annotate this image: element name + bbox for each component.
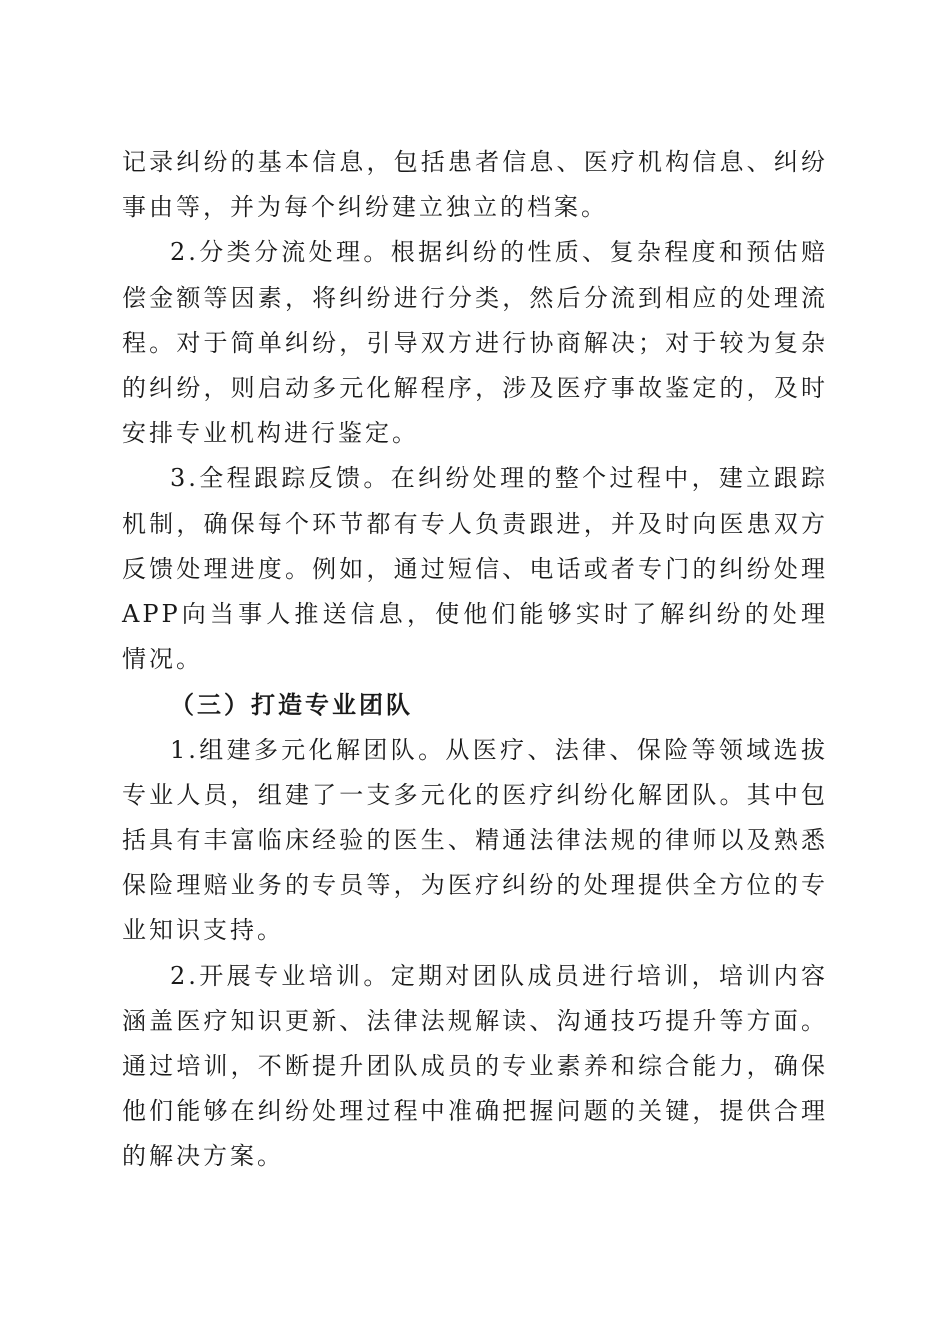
paragraph-classify-process: 2.分类分流处理。根据纠纷的性质、复杂程度和预估赔偿金额等因素，将纠纷进行分类，然后分流到相应的处理流程。对于简单纠纷，引导双方进行协商解决；对于较为复杂的纠纷，则启动多元化解程序，涉及医疗事故鉴定的，及时安排专业机构进行鉴定。 xyxy=(122,238,828,448)
document-body xyxy=(122,140,828,1180)
paragraph-training: 2.开展专业培训。定期对团队成员进行培训，培训内容涵盖医疗知识更新、法律法规解读、沟通技巧提升等方面。通过培训，不断提升团队成员的专业素养和综合能力，确保他们能够在纠纷处理过程中准确把握问题的关键，提供合理的解决方案。 xyxy=(122,961,828,1171)
section-heading-professional-team: （三）打造专业团队 xyxy=(170,690,413,720)
paragraph-tracking-feedback: 3.全程跟踪反馈。在纠纷处理的整个过程中，建立跟踪机制，确保每个环节都有专人负责跟进，并及时向医患双方反馈处理进度。例如，通过短信、电话或者专门的纠纷处理APP向当事人推送信息，使他们能够实时了解纠纷的处理情况。 xyxy=(122,464,828,674)
paragraph-build-team: 1.组建多元化解团队。从医疗、法律、保险等领域选拔专业人员，组建了一支多元化的医疗纠纷化解团队。其中包括具有丰富临床经验的医生、精通法律法规的律师以及熟悉保险理赔业务的专员等，为医疗纠纷的处理提供全方位的专业知识支持。 xyxy=(122,735,828,945)
paragraph-record-info: 记录纠纷的基本信息，包括患者信息、医疗机构信息、纠纷事由等，并为每个纠纷建立独立的档案。 xyxy=(122,148,828,222)
